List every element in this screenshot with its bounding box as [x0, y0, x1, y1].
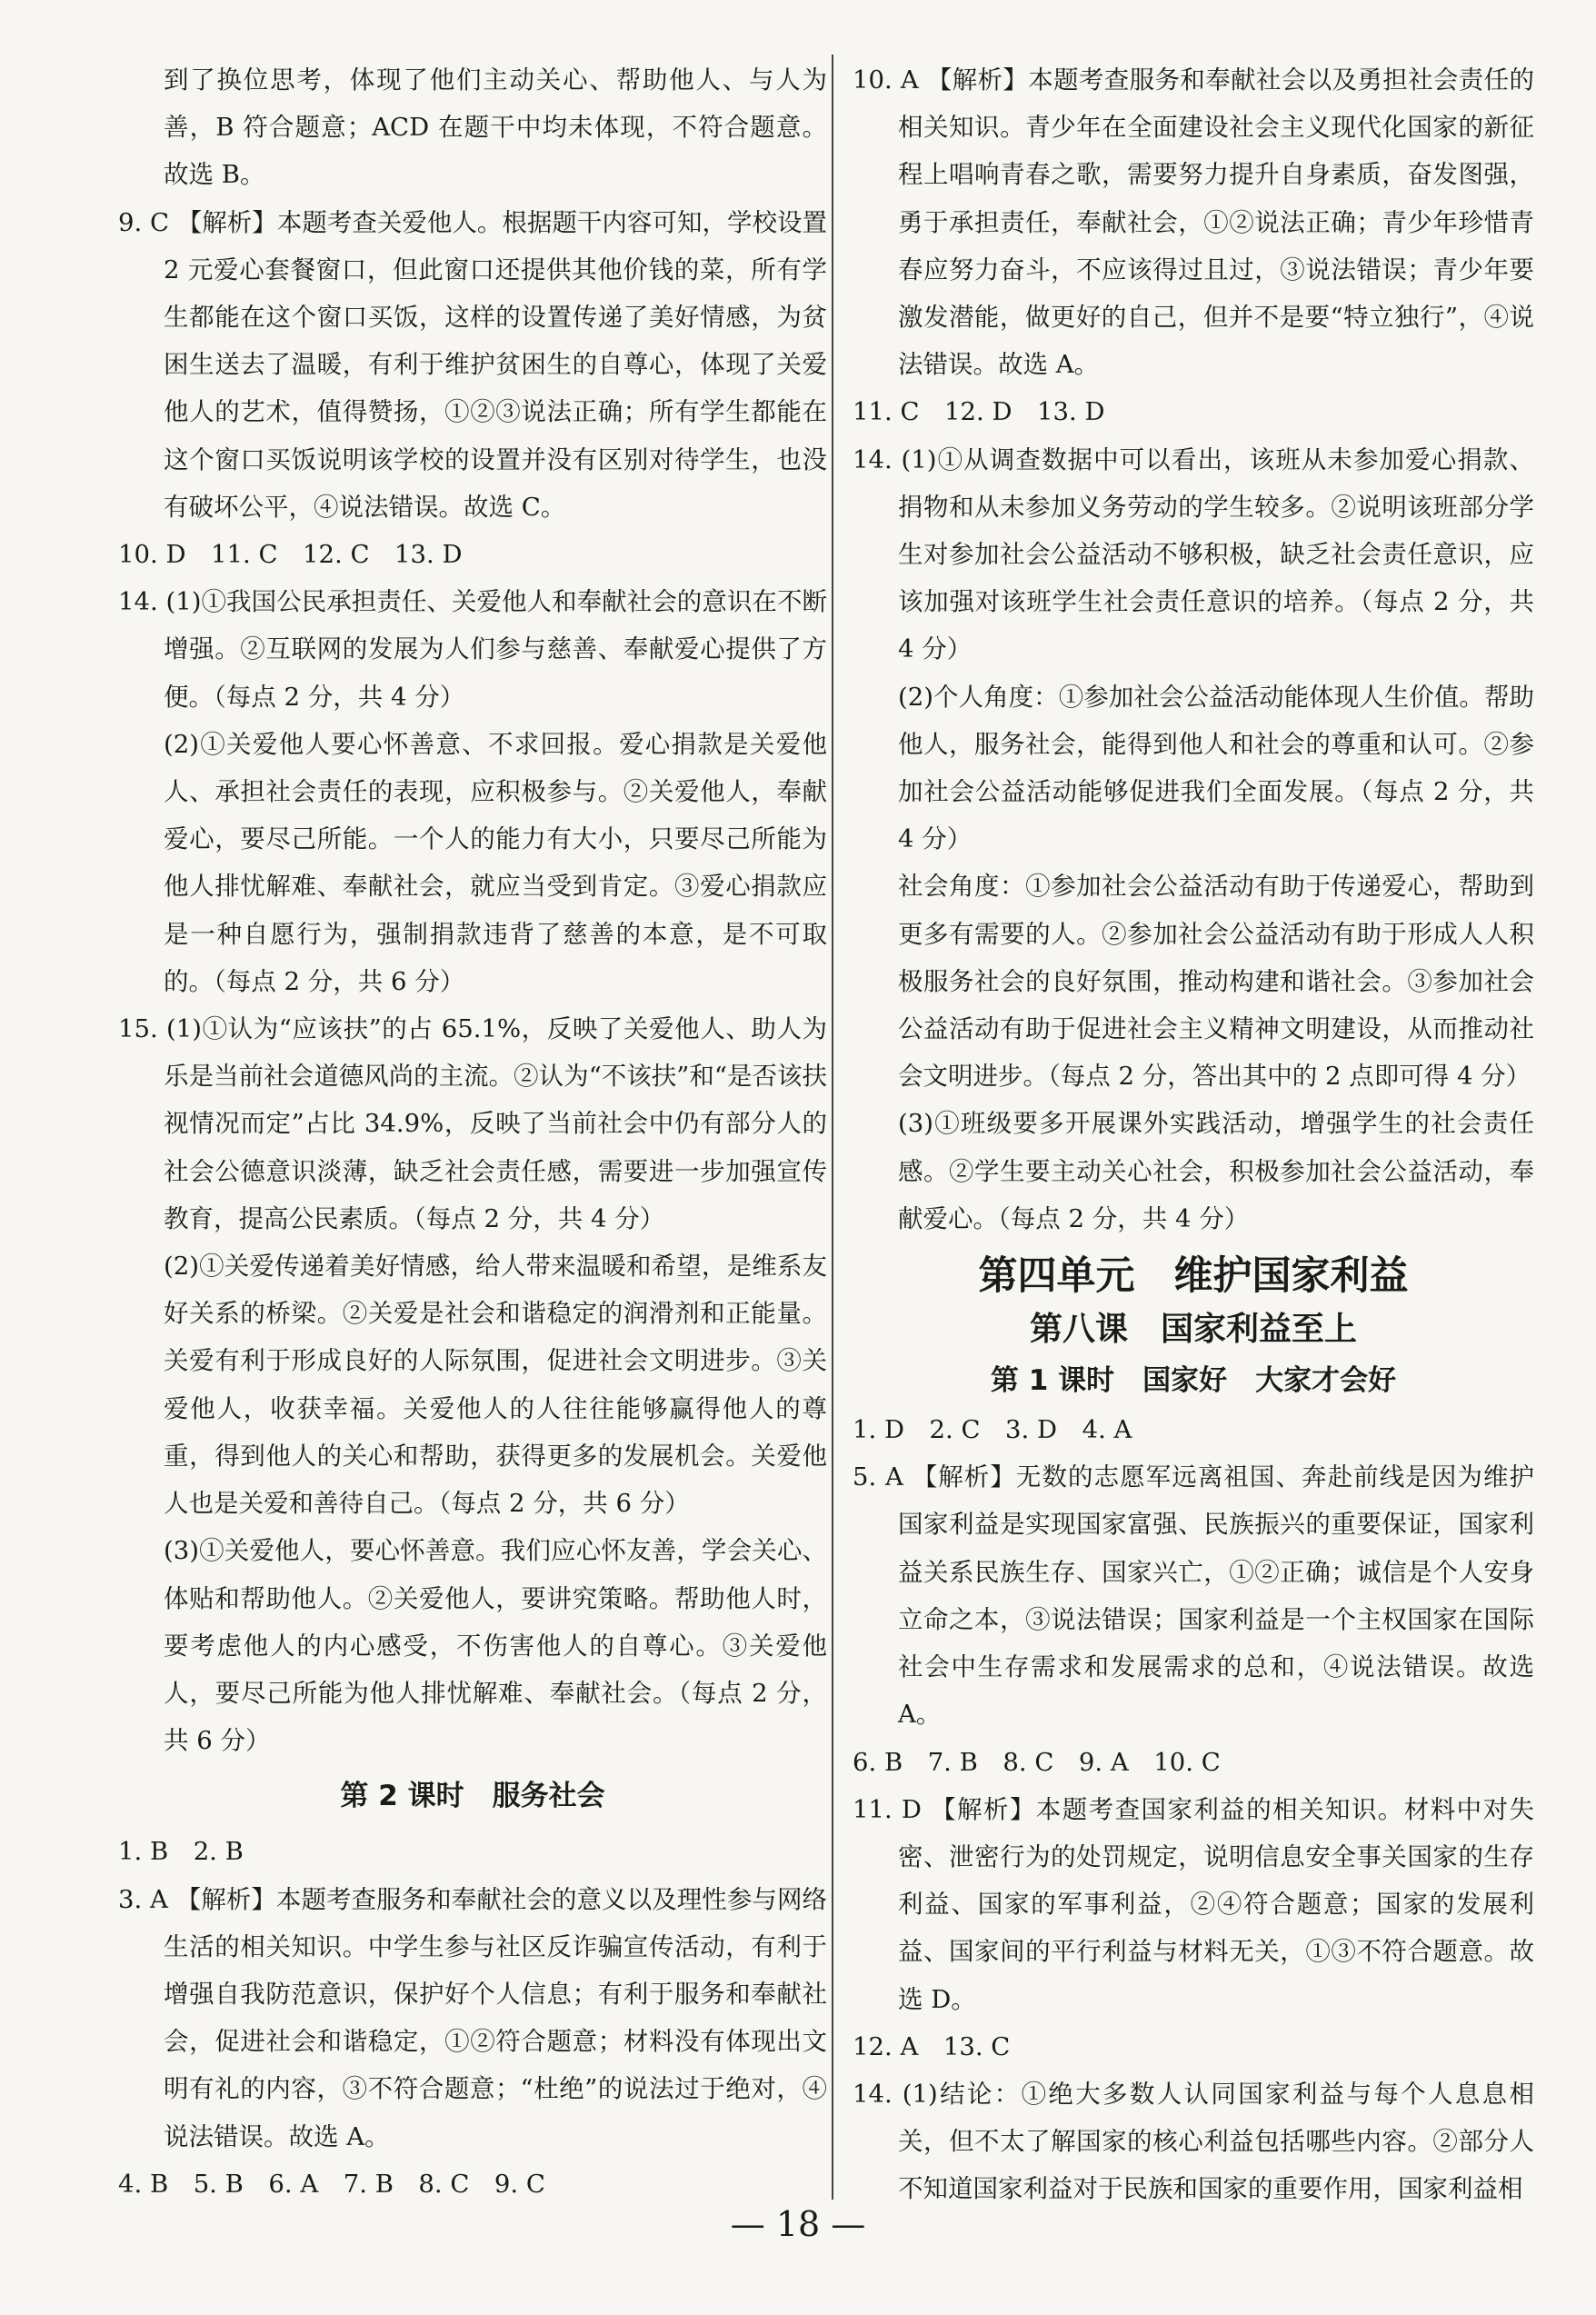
answer-14-part2-personal: (2)个人角度：①参加社会公益活动能体现人生价值。帮助他人，服务社会，能得到他人和社会的尊重和认可。②参加社会公益活动能够促进我们全面发展。（每点 2 分，共 4 分） — [898, 682, 1534, 854]
answers-12-13: 12. A 13. C — [853, 2031, 1011, 2061]
answer-15-part2: (2)①关爱传递着美好情感，给人带来温暖和希望，是维系友好关系的桥梁。②关爱是社会和谐稳定的润滑剂和正能量。关爱有利于形成良好的人际氛围，促进社会文明进步。③关爱他人，收获幸福。关爱他人的人往往能够赢得他人的尊重，得到他人的关心和帮助，获得更多的发展机会。关爱他人也是关爱和善待自己。（每点 2 分，共 6 分） — [164, 1252, 827, 1519]
answer-3: 3. A 【解析】本题考查服务和奉献社会的意义以及理性参与网络生活的相关知识。中学生参与社区反诈骗宣传活动，有利于增强自我防范意识，保护好个人信息；有利于服务和奉献社会，促进社会和谐稳定，①②符合题意；材料没有体现出文明有礼的内容，③不符合题意；“杜绝”的说法过于绝对，④说法错误。故选 A。 — [118, 1884, 827, 2151]
answer-8-continued: 到了换位思考，体现了他们主动关心、帮助他人、与人为善，B 符合题意；ACD 在题干中均未体现，不符合题意。故选 B。 — [164, 65, 827, 190]
section-heading-service: 第 2 课时 服务社会 — [340, 1780, 605, 1813]
answer-5: 5. A 【解析】无数的志愿军远离祖国、奔赴前线是因为维护国家利益是实现国家富强、民族振兴的重要保证，国家利益关系民族生存、国家兴亡，①②正确；诚信是个人安身立命之本，③说法错误；国家利益是一个主权国家在国际社会中生存需求和发展需求的总和，④说法错误。故选 A。 — [853, 1462, 1534, 1730]
answer-14-part3: (3)①班级要多开展课外实践活动，增强学生的社会责任感。②学生要主动关心社会，积极参加社会公益活动，奉献爱心。（每点 2 分，共 4 分） — [898, 1109, 1534, 1233]
answers-11-13: 11. C 12. D 13. D — [853, 397, 1105, 427]
left-column — [118, 56, 827, 2208]
answers-1-4: 1. D 2. C 3. D 4. A — [853, 1415, 1132, 1445]
answer-15-part3: (3)①关爱他人，要心怀善意。我们应心怀友善，学会关心、体贴和帮助他人。②关爱他人，要讲究策略。帮助他人时，要考虑他人的内心感受，不伤害他人的自尊心。③关爱他人，要尽己所能为他人排忧解难、奉献社会。（每点 2 分，共 6 分） — [164, 1536, 827, 1756]
answer-11: 11. D 【解析】本题考查国家利益的相关知识。材料中对失密、泄密行为的处罚规定，说明信息安全事关国家的生存利益、国家的军事利益，②④符合题意；国家的发展利益、国家间的平行利益与材料无关，①③不符合题意。故选 D。 — [853, 1794, 1534, 2014]
answer-14-conclusion: 14. (1)结论：①绝大多数人认同国家利益与每个人息息相关，但不太了解国家的核心利益包括哪些内容。②部分人不知道国家利益对于民族和国家的重要作用，国家利益相 — [853, 2079, 1534, 2204]
unit-title: 第四单元 维护国家利益 — [978, 1253, 1409, 1300]
answer-14-part1: 14. (1)①从调查数据中可以看出，该班从未参加爱心捐款、捐物和从未参加义务劳动的学生较多。②说明该班部分学生对参加社会公益活动不够积极，缺乏社会责任意识，应该加强对该班学生社会责任意识的培养。（每点 2 分，共 4 分） — [853, 444, 1534, 664]
answer-14-part2: (2)①关爱他人要心怀善意、不求回报。爱心捐款是关爱他人、承担社会责任的表现，应积极参与。②关爱他人，奉献爱心，要尽己所能。一个人的能力有大小，只要尽己所能为他人排忧解难、奉献社会，就应当受到肯定。③爱心捐款应是一种自愿行为，强制捐款违背了慈善的本意，是不可取的。（每点 2 分，共 6 分） — [164, 729, 827, 996]
answer-10: 10. A 【解析】本题考查服务和奉献社会以及勇担社会责任的相关知识。青少年在全面建设社会主义现代化国家的新征程上唱响青春之歌，需要努力提升自身素质，奋发图强，勇于承担责任，奉献社会，①②说法正确；青少年珍惜青春应努力奋斗，不应该得过且过，③说法错误；青少年要激发潜能，做更好的自己，但并不是要“特立独行”，④说法错误。故选 A。 — [853, 65, 1534, 380]
answer-15-part1: 15. (1)①认为“应该扶”的占 65.1%，反映了关爱他人、助人为乐是当前社会道德风尚的主流。②认为“不该扶”和“是否该扶视情况而定”占比 34.9%，反映了当前社会中仍有部分人的社会公德意识淡薄，缺乏社会责任感，需要进一步加强宣传教育，提高公民素质。（每点 2 分，共 4 分） — [118, 1014, 827, 1233]
period-title: 第 1 课时 国家好 大家才会好 — [990, 1364, 1397, 1398]
answers-6-10: 6. B 7. B 8. C 9. A 10. C — [853, 1747, 1221, 1777]
answer-14-part1: 14. (1)①我国公民承担责任、关爱他人和奉献社会的意识在不断增强。②互联网的发展为人们参与慈善、奉献爱心提供了方便。（每点 2 分，共 4 分） — [118, 587, 827, 712]
answer-14-part2-social: 社会角度：①参加社会公益活动有助于传递爱心，帮助到更多有需要的人。②参加社会公益活动有助于形成人人积极服务社会的良好氛围，推动构建和谐社会。③参加社会公益活动有助于促进社会主义精神文明建设，从而推动社会文明进步。（每点 2 分，答出其中的 2 点即可得 4 分） — [898, 872, 1534, 1092]
answers-4-9: 4. B 5. B 6. A 7. B 8. C 9. C — [118, 2169, 545, 2199]
page-number: — 18 — — [730, 2204, 866, 2244]
answer-9: 9. C 【解析】本题考查关爱他人。根据题干内容可知，学校设置 2 元爱心套餐窗口，但此窗口还提供其他价钱的菜，所有学生都能在这个窗口买饭，这样的设置传递了美好情感，为贫困生送去了温暖，有利于维护贫困生的自尊心，体现了关爱他人的艺术，值得赞扬，①②③说法正确；所有学生都能在这个窗口买饭说明该学校的设置并没有区别对待学生，也没有破坏公平，④说法错误。故选 C。 — [118, 207, 827, 522]
answers-10-13: 10. D 11. C 12. C 13. D — [118, 540, 463, 570]
right-column — [853, 56, 1534, 2213]
lesson-title: 第八课 国家利益至上 — [1029, 1311, 1357, 1349]
column-divider — [832, 55, 833, 2200]
answers-1-2: 1. B 2. B — [118, 1837, 244, 1867]
